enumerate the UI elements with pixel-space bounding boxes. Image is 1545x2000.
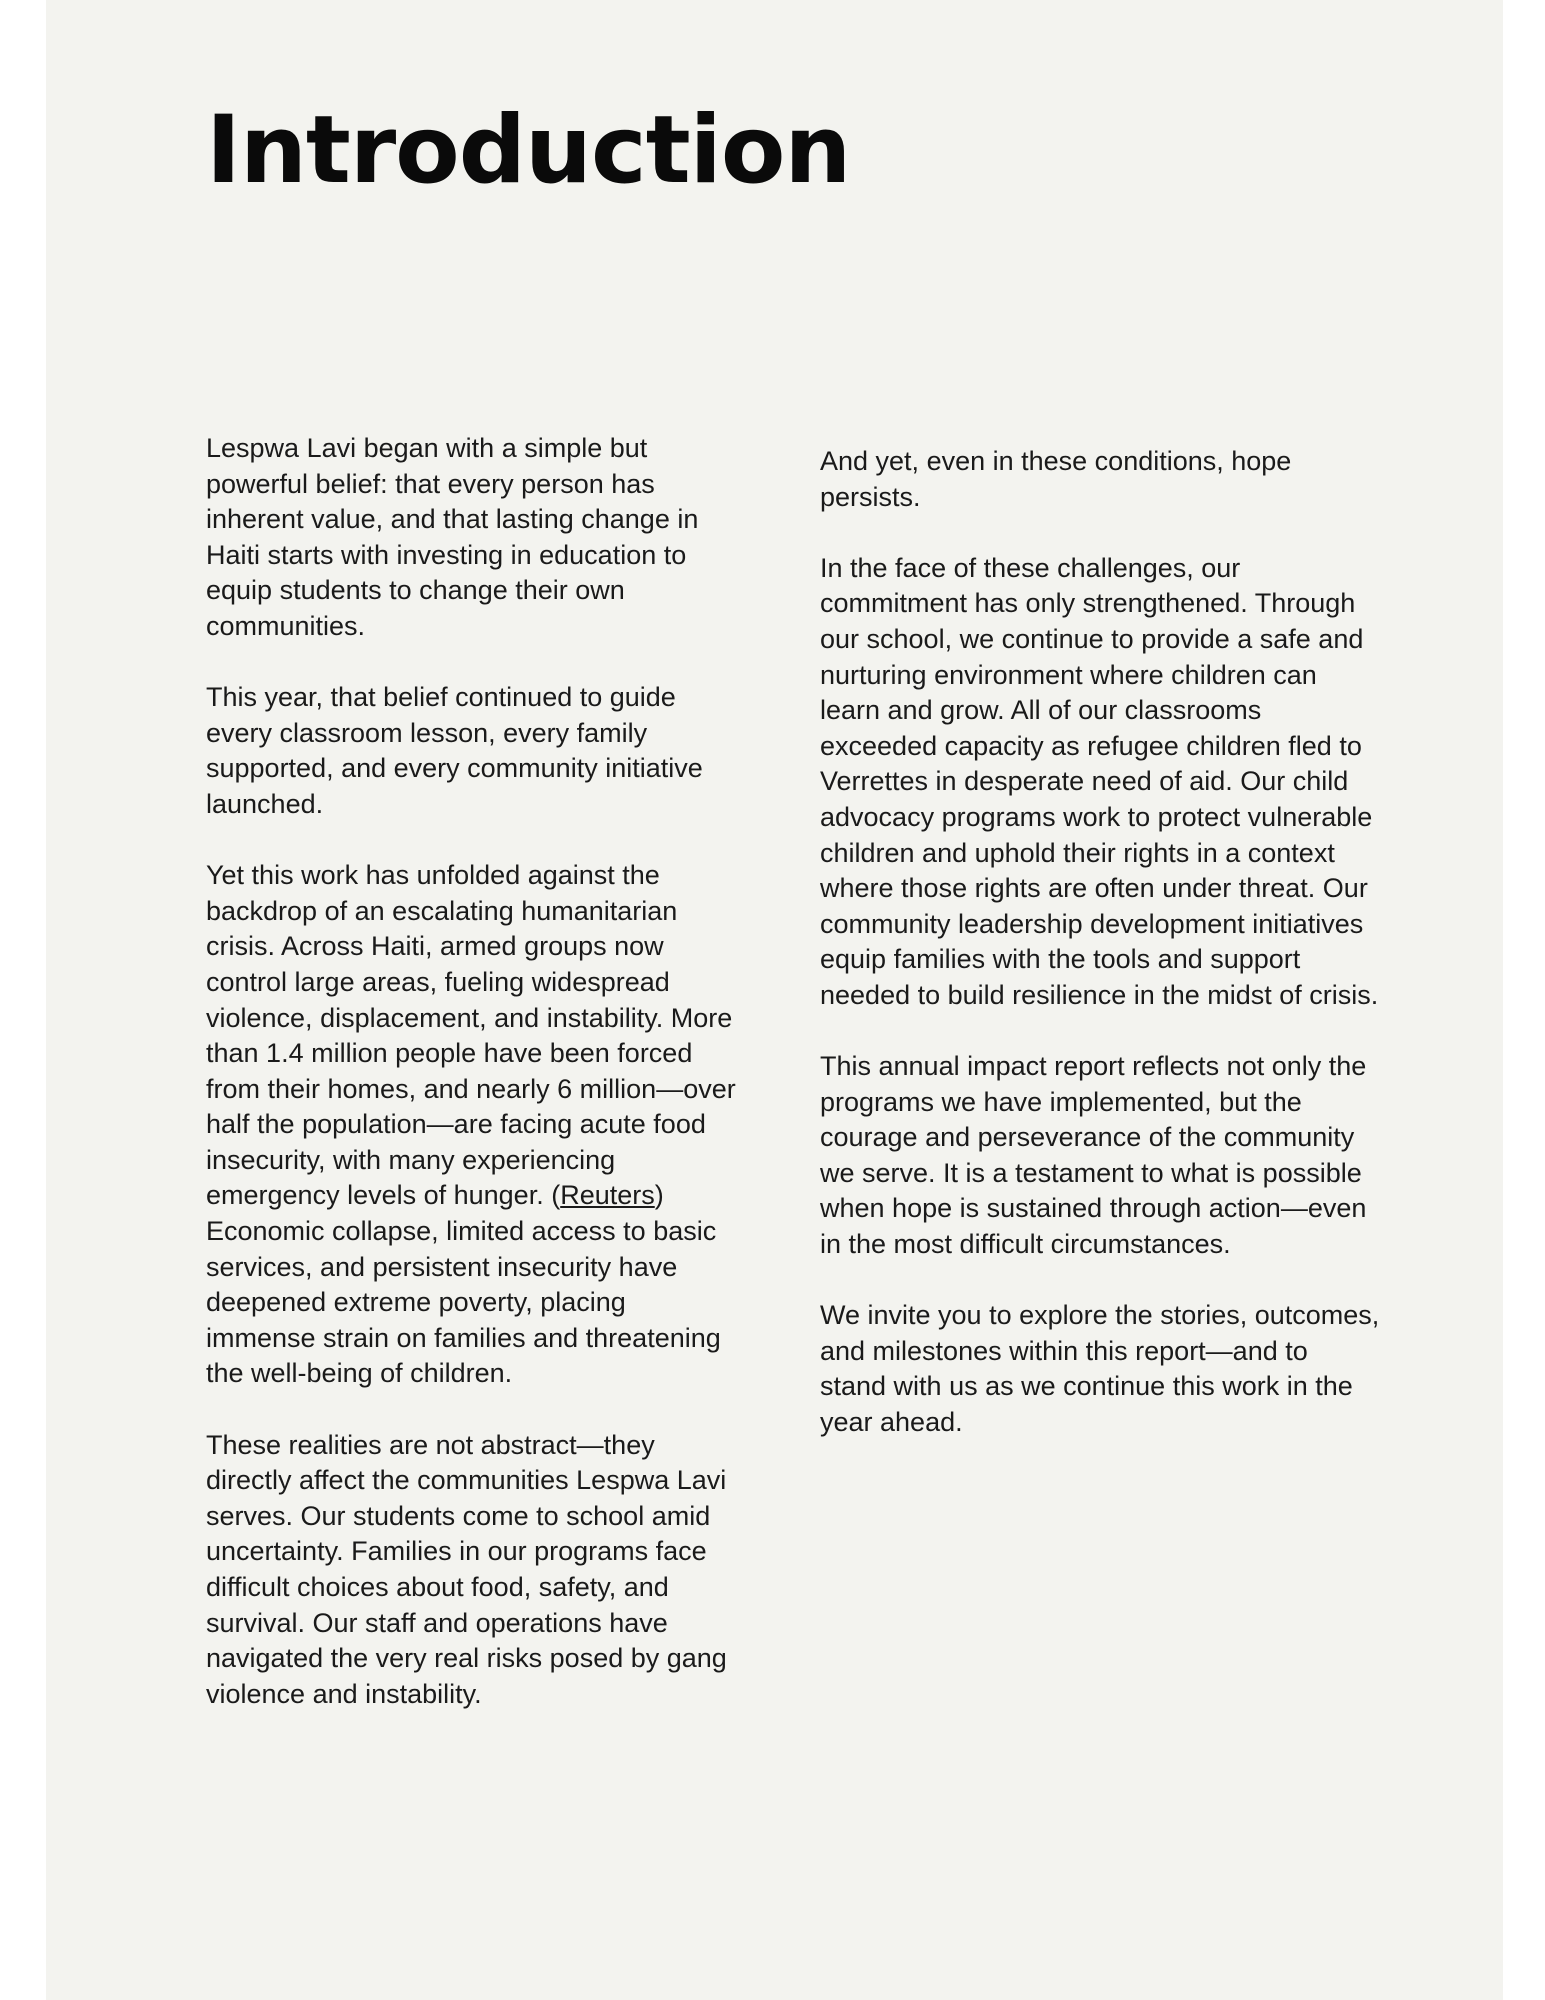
paragraph: This annual impact report reflects not only the programs we have implemented, but the courage and perseverance of the community we serve. It is a testament to what is possible when hope is sustained through action—even in the most difficult circumstances. <box>820 1051 1367 1260</box>
reuters-source-link[interactable]: Reuters <box>560 1180 655 1211</box>
right-text-column <box>820 444 1380 1476</box>
paragraph-text: ) Economic collapse, limited access to basic services, and persistent insecurity have deepened extreme poverty, placing immense strain on families and threatening the well-being of children. <box>206 1180 721 1389</box>
document-page <box>46 0 1503 2000</box>
paragraph: Lespwa Lavi began with a simple but powerful belief: that every person has inherent value, and that lasting change in Haiti starts with investing in education to equip students to change their own communities. <box>206 433 699 641</box>
paragraph: This year, that belief continued to guide every classroom lesson, every family supported, and every community initiative launched. <box>206 682 703 819</box>
left-text-column <box>206 431 736 1748</box>
page-title: Introduction <box>206 96 851 205</box>
paragraph-text: Yet this work has unfolded against the backdrop of an escalating humanitarian crisis. Across Haiti, armed groups now control large areas, fueling widespread violence, displacement, and instability. More than 1.4 million people have been forced from their homes, and nearly 6 million—over half the population—are facing acute food insecurity, with many experiencing emergency levels of hunger. ( <box>206 860 736 1211</box>
paragraph: These realities are not abstract—they directly affect the communities Lespwa Lavi serves. Our students come to school amid uncertainty. Families in our programs face difficult choices about food, safety, and survival. Our staff and operations have navigated the very real risks posed by gang violence and instability. <box>206 1429 727 1709</box>
paragraph: In the face of these challenges, our commitment has only strengthened. Through our school, we continue to provide a safe and nurturing environment where children can learn and grow. All of our classrooms exceeded capacity as refugee children fled to Verrettes in desperate need of aid. Our child advocacy programs work to protect vulnerable children and uphold their rights in a context where those rights are often under threat. Our community leadership development initiatives equip families with the tools and support needed to build resilience in the midst of crisis. <box>820 552 1379 1010</box>
paragraph <box>206 858 736 1392</box>
paragraph: And yet, even in these conditions, hope persists. <box>820 446 1292 512</box>
paragraph: We invite you to explore the stories, outcomes, and milestones within this report—and to stand with us as we continue this work in the year ahead. <box>820 1300 1380 1438</box>
